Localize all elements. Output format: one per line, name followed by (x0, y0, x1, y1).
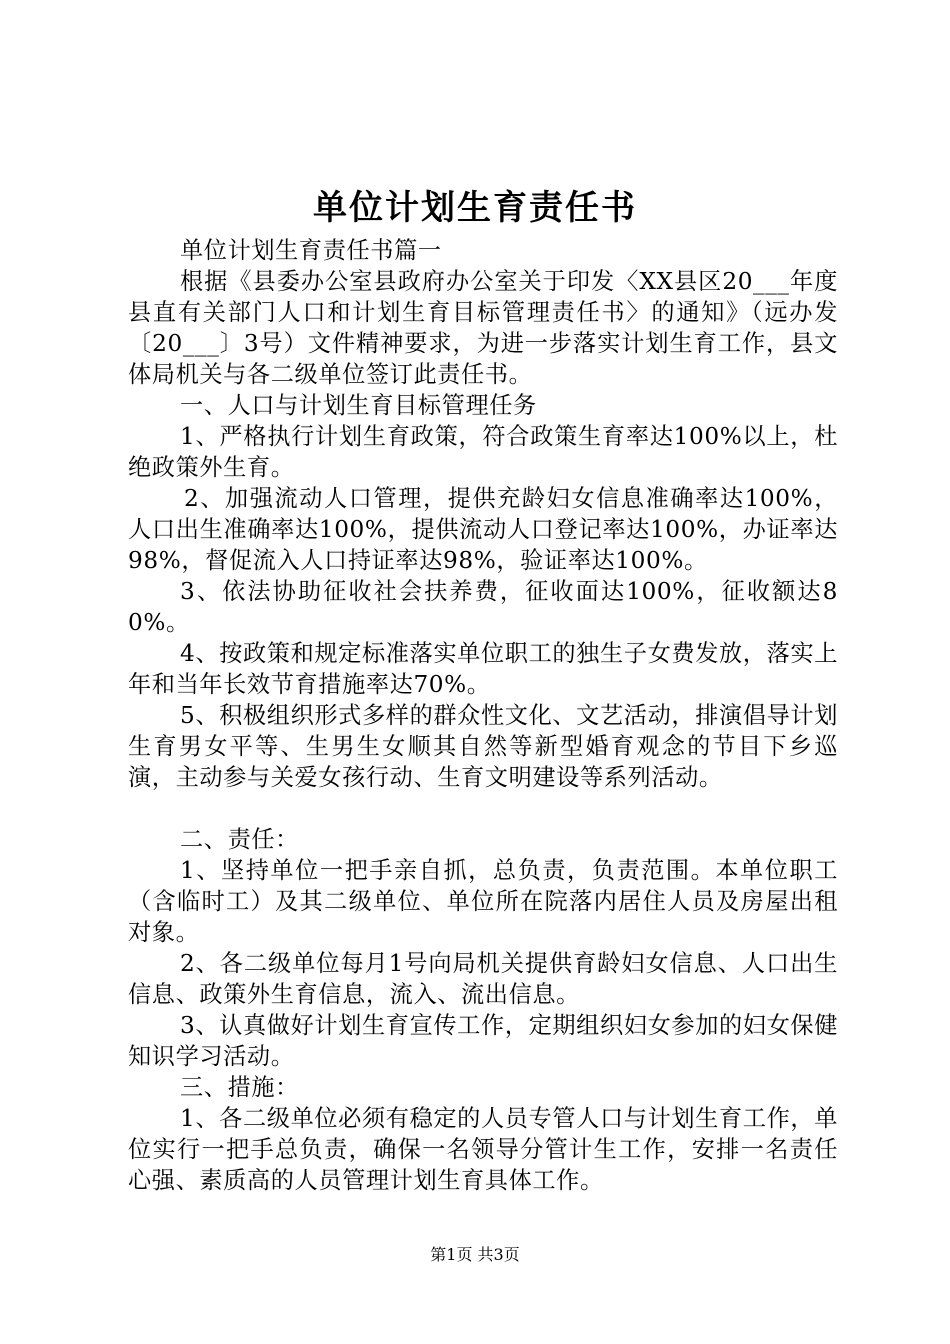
document-body (128, 235, 838, 1196)
responsibility-item-2: 2、各二级单位每月1号向局机关提供育龄妇女信息、人口出生信息、政策外生育信息，流入、流出信息。 (128, 950, 838, 1008)
task-item-5: 5、积极组织形式多样的群众性文化、文艺活动，排演倡导计划生育男女平等、生男生女顺其自然等新型婚育观念的节目下乡巡演，主动参与关爱女孩行动、生育文明建设等系列活动。 (128, 702, 838, 791)
section-heading-measures: 三、措施： (180, 1074, 299, 1101)
responsibility-item-1: 1、坚持单位一把手亲自抓，总负责，负责范围。本单位职工（含临时工）及其二级单位、单位所在院落内居住人员及房屋出租对象。 (128, 857, 838, 946)
document-title: 单位计划生育责任书 (313, 188, 637, 228)
task-item-4: 4、按政策和规定标准落实单位职工的独生子女费发放，落实上年和当年长效节育措施率达70%。 (128, 640, 838, 698)
task-item-3: 3、依法协助征收社会扶养费，征收面达100%，征收额达80%。 (128, 578, 838, 636)
responsibility-item-3: 3、认真做好计划生育宣传工作，定期组织妇女参加的妇女保健知识学习活动。 (128, 1012, 838, 1070)
page-number-footer: 第1页 共3页 (430, 1245, 520, 1264)
measure-item-1: 1、各二级单位必须有稳定的人员专管人口与计划生育工作，单位实行一把手总负责，确保一名领导分管计生工作，安排一名责任心强、素质高的人员管理计划生育具体工作。 (128, 1105, 838, 1194)
task-item-1: 1、严格执行计划生育政策，符合政策生育率达100%以上，杜绝政策外生育。 (128, 423, 838, 481)
section-heading-tasks: 一、人口与计划生育目标管理任务 (180, 392, 537, 419)
paragraph-spacer (128, 793, 838, 824)
section-subtitle: 单位计划生育责任书篇一 (180, 237, 442, 264)
intro-paragraph: 根据《县委办公室县政府办公室关于印发〈XX县区20___年度县直有关部门人口和计划生育目标管理责任书〉的通知》（远办发〔20___〕3号）文件精神要求，为进一步落实计划生育工作，县文体局机关与各二级单位签订此责任书。 (128, 268, 838, 388)
section-heading-responsibility: 二、责任： (180, 826, 299, 853)
task-item-2: 2、加强流动人口管理，提供充龄妇女信息准确率达100%，人口出生准确率达100%，提供流动人口登记率达100%，办证率达98%，督促流入人口持证率达98%，验证率达100%。 (128, 485, 838, 574)
